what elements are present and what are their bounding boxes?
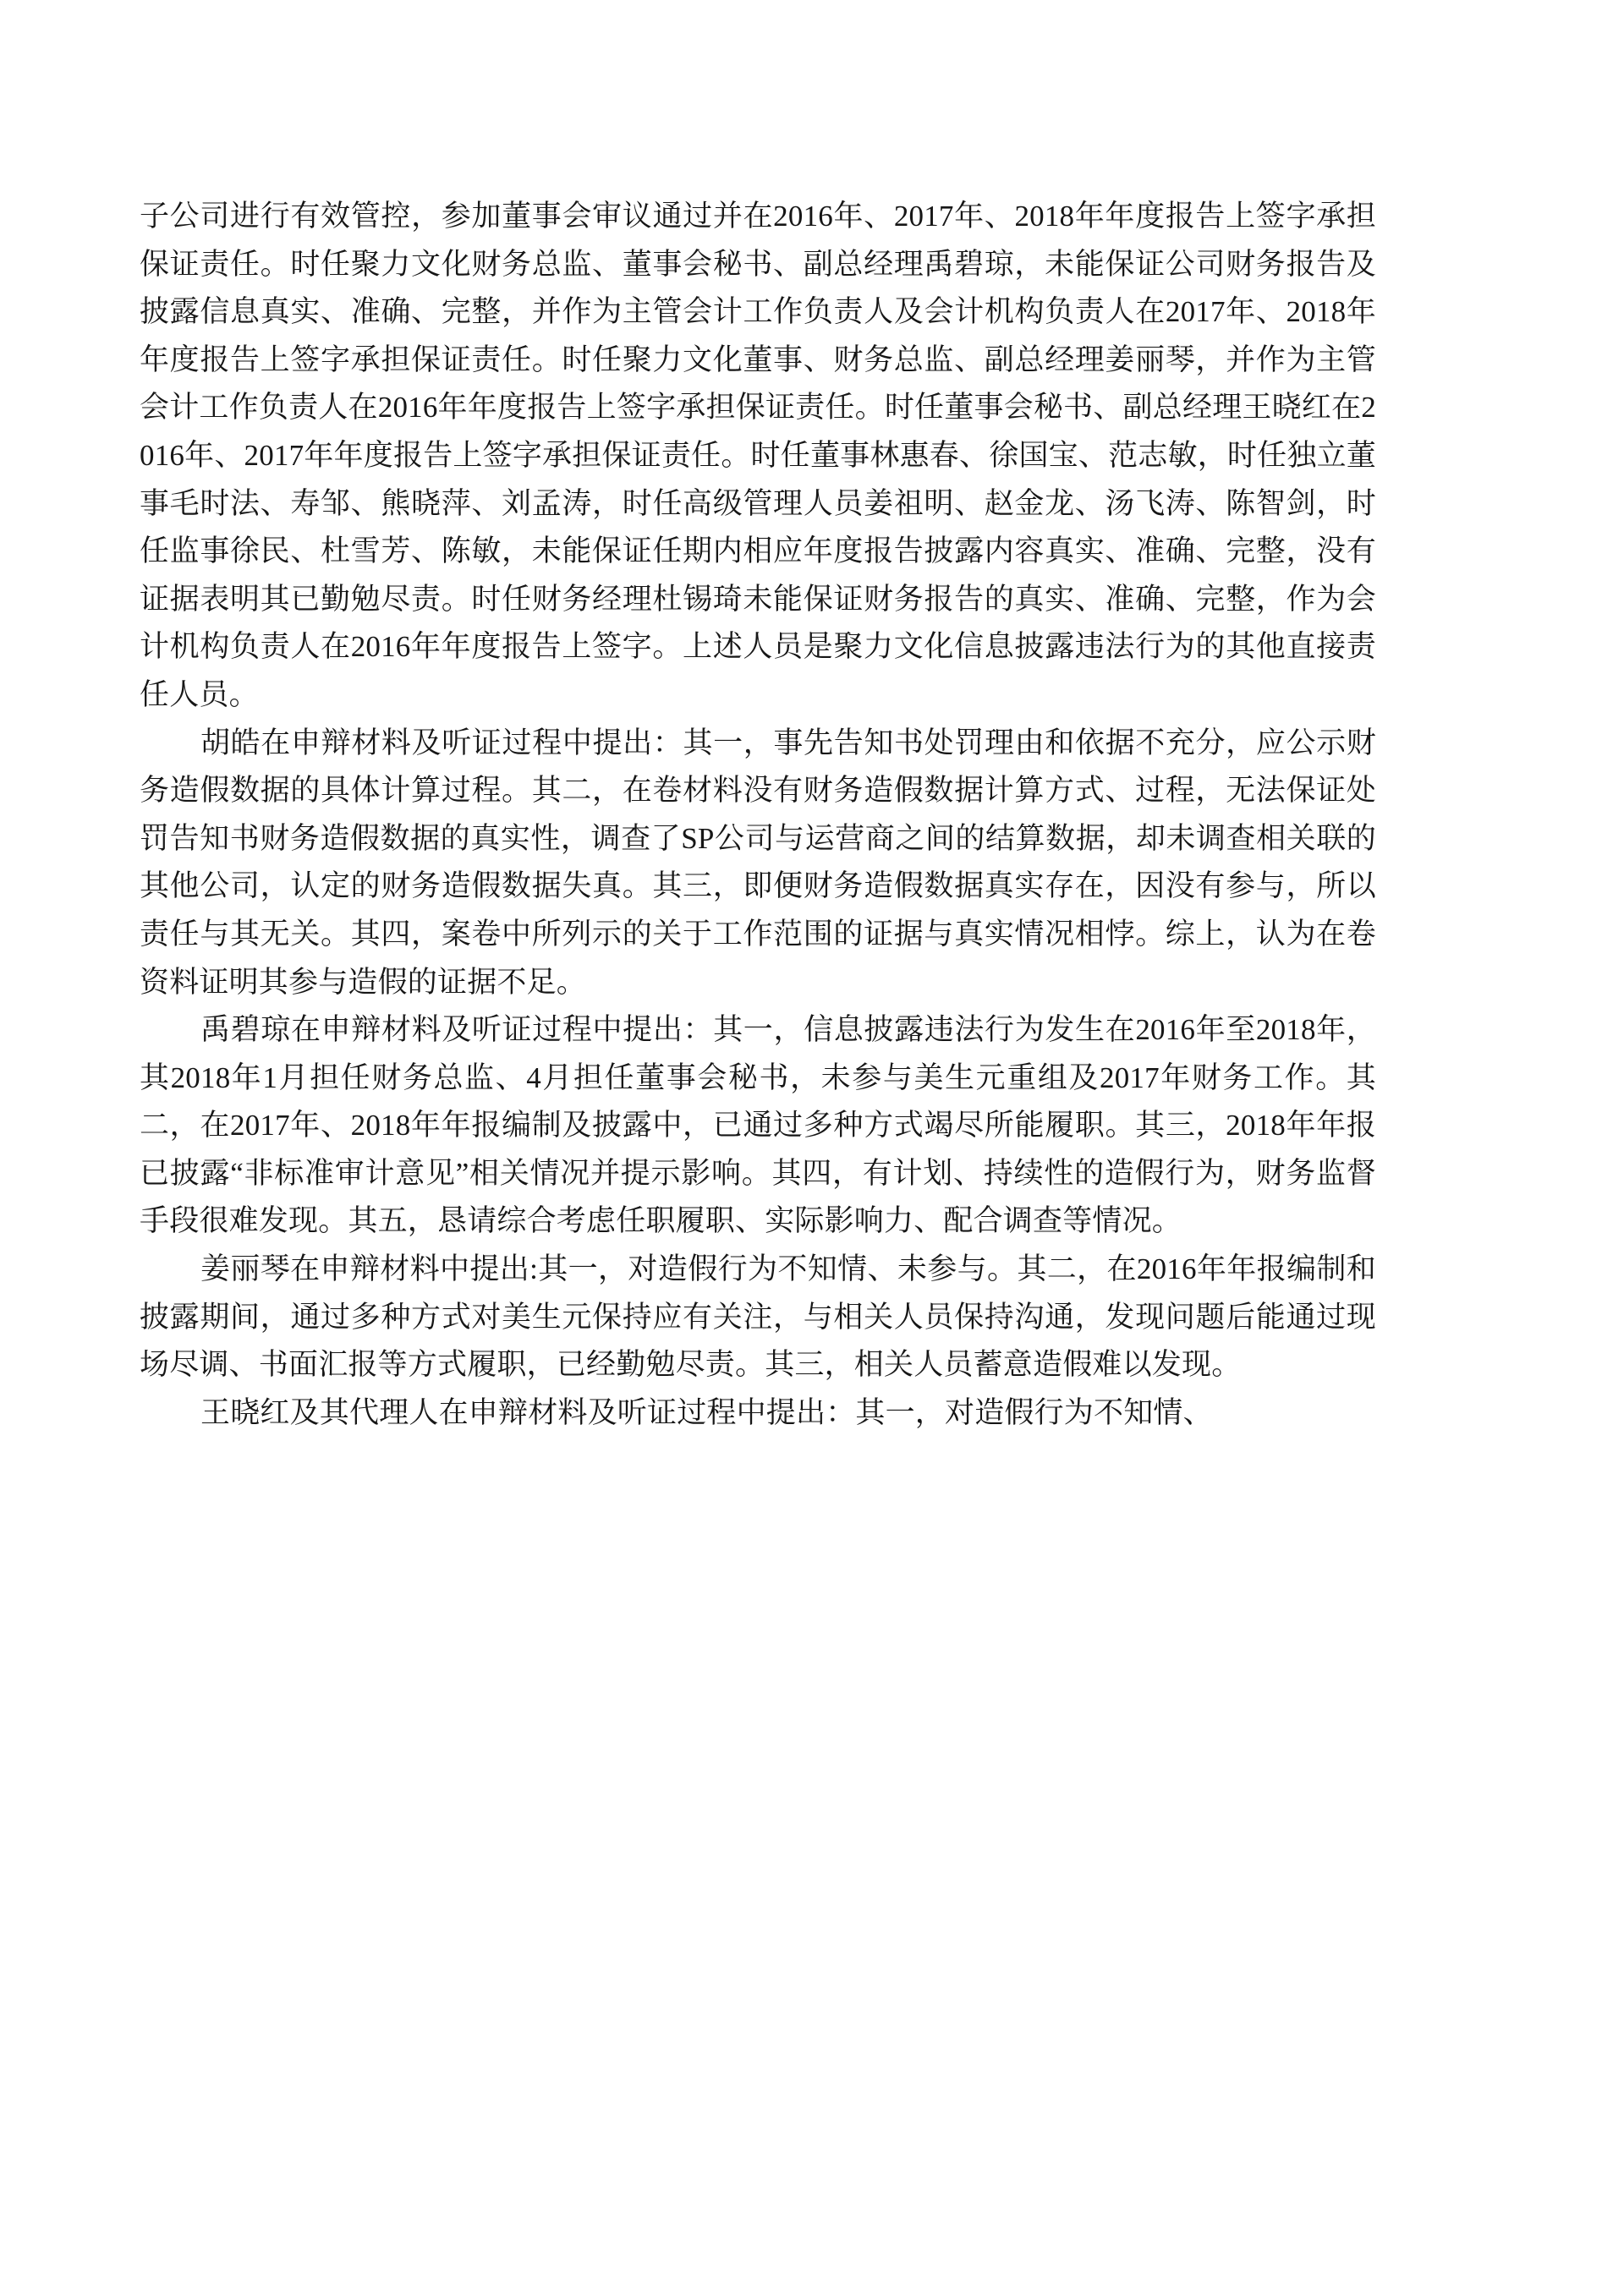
paragraph-continuation-responsible-persons: 子公司进行有效管控，参加董事会审议通过并在2016年、2017年、2018年年度报告上签字承担保证责任。时任聚力文化财务总监、董事会秘书、副总经理禹碧琼，未能保证公司财务报告及披露信息真实、准确、完整，并作为主管会计工作负责人及会计机构负责人在2017年、2018年年度报告上签字承担保证责任。时任聚力文化董事、财务总监、副总经理姜丽琴，并作为主管会计工作负责人在2016年年度报告上签字承担保证责任。时任董事会秘书、副总经理王晓红在2016年、2017年年度报告上签字承担保证责任。时任董事林惠春、徐国宝、范志敏，时任独立董事毛时法、寿邹、熊晓萍、刘孟涛，时任高级管理人员姜祖明、赵金龙、汤飞涛、陈智剑，时任监事徐民、杜雪芳、陈敏，未能保证任期内相应年度报告披露内容真实、准确、完整，没有证据表明其已勤勉尽责。时任财务经理杜锡琦未能保证财务报告的真实、准确、完整，作为会计机构负责人在2016年年度报告上签字。上述人员是聚力文化信息披露违法行为的其他直接责任人员。 (140, 200, 1376, 711)
paragraph-huhao-defense: 胡皓在申辩材料及听证过程中提出：其一，事先告知书处罚理由和依据不充分，应公示财务造假数据的具体计算过程。其二，在卷材料没有财务造假数据计算方式、过程，无法保证处罚告知书财务造假数据的真实性，调查了SP公司与运营商之间的结算数据，却未调查相关联的其他公司，认定的财务造假数据失真。其三，即便财务造假数据真实存在，因没有参与，所以责任与其无关。其四，案卷中所列示的关于工作范围的证据与真实情况相悖。综上，认为在卷资料证明其参与造假的证据不足。 (140, 726, 1376, 999)
paragraph-wangxiaohong-defense: 王晓红及其代理人在申辩材料及听证过程中提出：其一，对造假行为不知情、 (200, 1395, 1213, 1429)
paragraph-jiangliqin-defense: 姜丽琴在申辩材料中提出:其一，对造假行为不知情、未参与。其二，在2016年年报编制和披露期间，通过多种方式对美生元保持应有关注，与相关人员保持沟通，发现问题后能通过现场尽调、书面汇报等方式履职，已经勤勉尽责。其三，相关人员蓄意造假难以发现。 (140, 1252, 1376, 1382)
paragraph-yubiqiong-defense: 禹碧琼在申辩材料及听证过程中提出：其一，信息披露违法行为发生在2016年至2018年，其2018年1月担任财务总监、4月担任董事会秘书，未参与美生元重组及2017年财务工作。其二，在2017年、2018年年报编制及披露中，已通过多种方式竭尽所能履职。其三，2018年年报已披露“非标准审计意见”相关情况并提示影响。其四，有计划、持续性的造假行为，财务监督手段很难发现。其五，恳请综合考虑任职履职、实际影响力、配合调查等情况。 (140, 1013, 1376, 1238)
document-text-column (140, 193, 1376, 1437)
